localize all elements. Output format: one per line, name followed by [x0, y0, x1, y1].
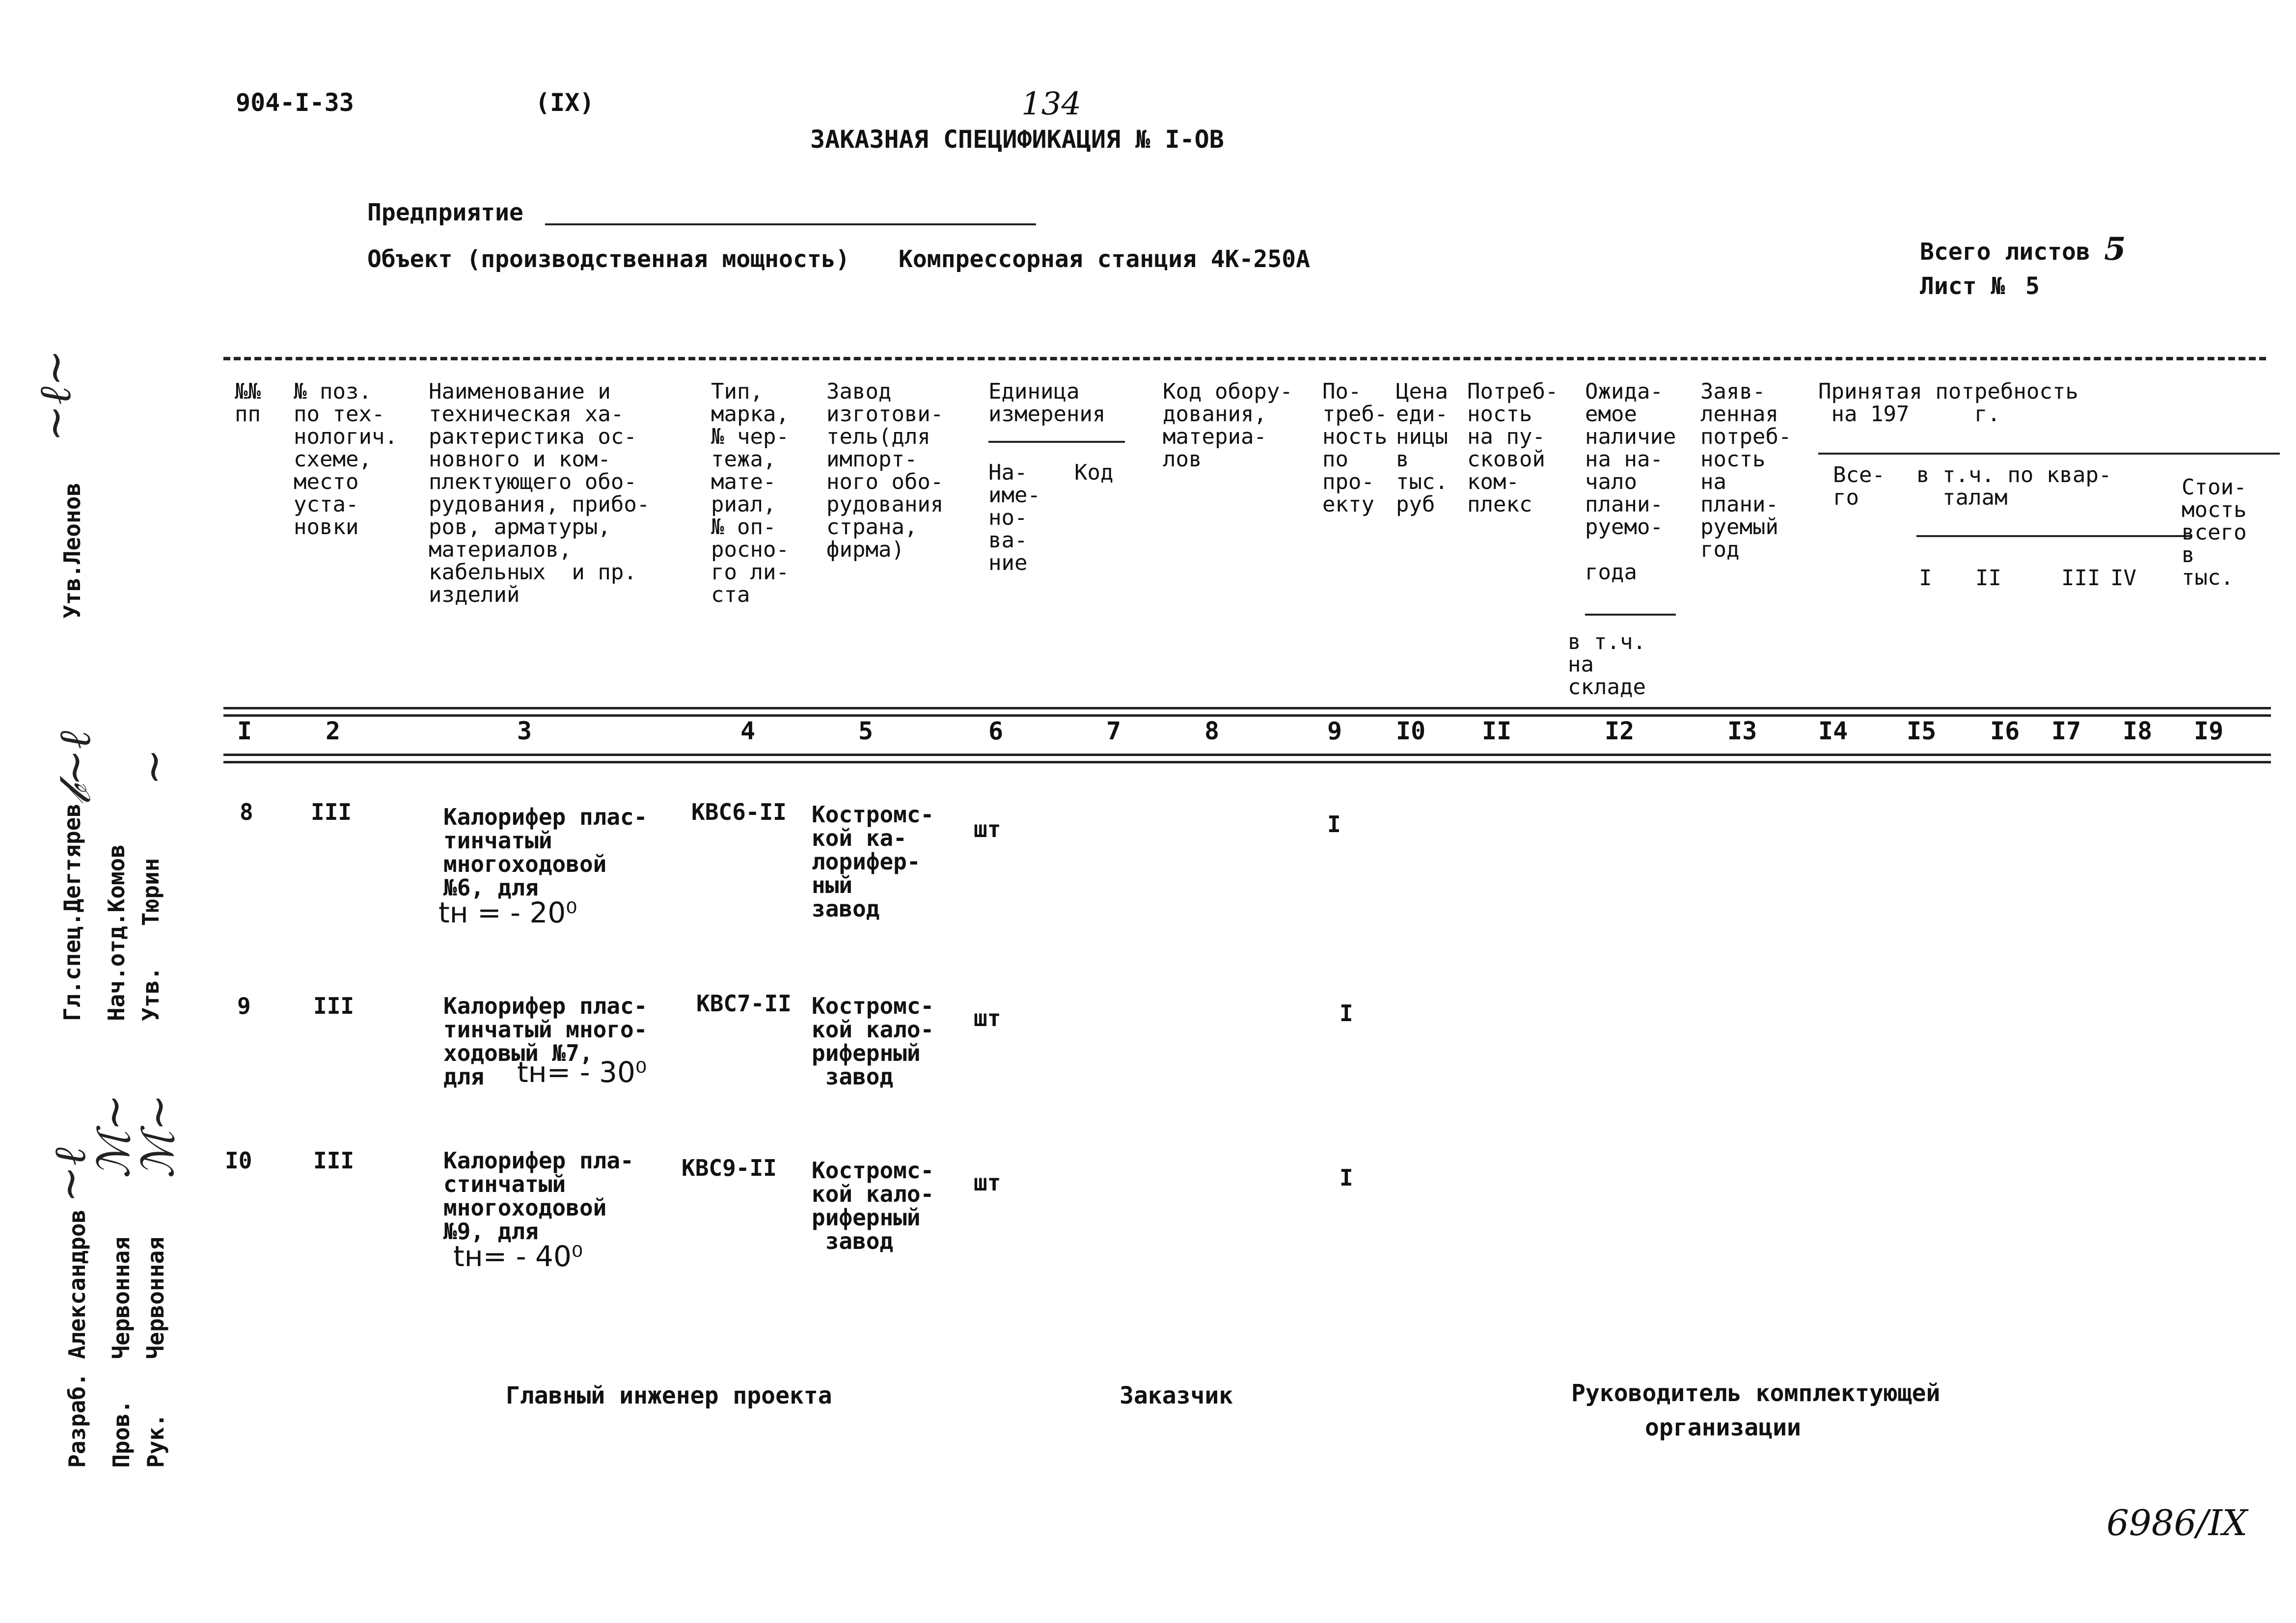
doc-section: (IX) [535, 88, 595, 117]
col-header-7: Код [1074, 460, 1114, 485]
doc-code: 904-I-33 [236, 88, 354, 117]
col-number-4: 4 [740, 717, 756, 745]
object-label: Объект (производственная мощность) [367, 245, 850, 273]
row-10-pos: III [313, 1147, 355, 1174]
footer-chief-engineer: Главный инженер проекта [506, 1382, 832, 1409]
signature-turin: ~ [128, 748, 179, 785]
signature-leonov: ~ℓ~ [29, 349, 81, 442]
col-number-5: 5 [858, 717, 874, 745]
col-header-2: № поз. по тех- нологич. схеме, место уста- новки [294, 379, 398, 540]
col-12-split-line [1585, 614, 1676, 616]
col-header-15: I [1919, 566, 1932, 591]
col-header-12: Ожида- емое наличие на на- чало плани- руемо- года [1585, 379, 1676, 585]
col-number-12: I2 [1605, 717, 1635, 745]
sheets-total: 5 [2104, 231, 2126, 268]
quarters-group-line [1916, 535, 2191, 537]
enterprise-label: Предприятие [367, 199, 523, 226]
row-9-qty: I [1339, 1000, 1353, 1027]
stamp-approved-2: Утв. Тюрин [137, 858, 164, 1021]
signature-degtyarev: 𝒷~ℓ [49, 730, 101, 805]
unit-group-line [988, 441, 1125, 443]
col-number-14: I4 [1818, 717, 1848, 745]
row-9-plant: Костромс- кой кало- риферный завод [812, 993, 934, 1090]
stamp-approved: Утв.Леонов [59, 483, 85, 619]
row-9-type: КВС7-II [696, 990, 792, 1017]
page-number: 134 [1021, 86, 1082, 122]
row-8-temp: tн = - 20⁰ [438, 896, 577, 929]
row-8-name: Калорифер плас- тинчатый многоходовой №6, для [443, 804, 648, 901]
col-number-2: 2 [326, 717, 341, 745]
col-header-6: На- име- но- ва- ние [988, 460, 1040, 575]
col-header-13: Заяв- ленная потреб- ность на плани- руемый год [1700, 379, 1792, 562]
col-header-3: Наименование и техническая ха- рактеристика ос- новного и ком- плектующего обо- рудования, прибо- ров, арматуры, материалов, кабельных и пр. изделий [429, 379, 650, 607]
accepted-group-line [1818, 453, 2280, 455]
col-number-18: I8 [2123, 717, 2153, 745]
object-value: Компрессорная станция 4К-250А [899, 245, 1311, 273]
col-number-11: II [1482, 717, 1512, 745]
col-number-3: 3 [517, 717, 532, 745]
row-10-temp: tн= - 40⁰ [453, 1240, 583, 1273]
table-top-rule [223, 357, 2266, 360]
row-8-type: КВС6-II [691, 799, 787, 825]
row-10-qty: I [1339, 1164, 1353, 1191]
col-header-18: IV [2110, 566, 2136, 591]
row-10-num: I0 [225, 1147, 252, 1174]
col-number-19: I9 [2194, 717, 2224, 745]
row-9-temp: tн= - 30⁰ [517, 1055, 647, 1089]
col-number-9: 9 [1327, 717, 1342, 745]
archive-number: 6986/IX [2106, 1502, 2248, 1543]
row-10-name: Калорифер пла- стинчатый многоходовой №9, для [443, 1147, 634, 1244]
col-numbers-top-rule [223, 707, 2271, 717]
col-header-10: Цена еди- ницы в тыс. руб [1396, 379, 1448, 517]
row-8-unit: шт [974, 816, 1001, 842]
col-header-14: Все- го [1833, 462, 1885, 510]
sheet-number: 5 [2025, 272, 2040, 300]
col-number-1: I [237, 717, 252, 745]
col-header-4: Тип, марка, № чер- тежа, мате- риал, № оп- росно- го ли- ста [711, 379, 789, 607]
enterprise-line [545, 223, 1036, 225]
col-numbers-bottom-rule [223, 754, 2271, 763]
col-header-16: II [1975, 566, 2001, 591]
stamp-chief-spec: Гл.спец.Дегтярев [59, 803, 85, 1021]
col-header-11: Потреб- ность на пу- сковой ком- плекс [1467, 379, 1558, 517]
row-9-num: 9 [237, 993, 251, 1019]
stamp-head: Рук. Червонная [142, 1237, 169, 1468]
col-number-7: 7 [1106, 717, 1121, 745]
signature-chervonnaya-2: ℳ~ [133, 1094, 184, 1178]
col-number-8: 8 [1204, 717, 1220, 745]
footer-supplier-head-1: Руководитель комплектующей [1571, 1380, 1941, 1407]
col-number-15: I5 [1907, 717, 1937, 745]
col-number-6: 6 [988, 717, 1004, 745]
col-header-19: Стои- мость всего в тыс. [2182, 475, 2247, 590]
row-8-pos: III [311, 799, 352, 825]
row-9-unit: шт [974, 1005, 1001, 1031]
col-header-8: Код обору- дования, материа- лов [1163, 379, 1293, 472]
col-number-10: I0 [1396, 717, 1426, 745]
sheet-label: Лист № [1920, 272, 2005, 300]
col-header-9: По- треб- ность по про- екту [1322, 379, 1388, 517]
col-header-17: III [2061, 566, 2101, 591]
stamp-developer: Разраб. Александров [64, 1209, 90, 1468]
col-number-13: I3 [1727, 717, 1757, 745]
row-8-qty: I [1327, 811, 1341, 838]
footer-customer: Заказчик [1120, 1382, 1233, 1409]
signature-chervonnaya-1: ℳ~ [88, 1094, 140, 1178]
col-header-unit-group: Единица измерения [988, 379, 1106, 427]
stamp-head-dept: Нач.отд.Комов [103, 844, 130, 1021]
col-header-5: Завод изготови- тель(для импорт- ного обо- рудования страна, фирма) [826, 379, 944, 562]
footer-supplier-head-2: организации [1645, 1414, 1801, 1441]
col-number-16: I6 [1990, 717, 2020, 745]
row-8-plant: Костромс- кой ка- лорифер- ный завод [812, 801, 934, 922]
row-8-num: 8 [240, 799, 253, 825]
row-10-unit: шт [974, 1169, 1001, 1196]
doc-title: ЗАКАЗНАЯ СПЕЦИФИКАЦИЯ № I-ОВ [810, 125, 1224, 154]
col-header-12b: в т.ч. на складе [1568, 629, 1646, 700]
stamp-checked: Пров. Червонная [108, 1237, 135, 1468]
signature-aleksandrov: ~ℓ [44, 1147, 96, 1203]
col-header-quarters-group: в т.ч. по квар- талам [1916, 462, 2112, 510]
col-header-1: №№ пп [235, 379, 261, 427]
col-number-17: I7 [2051, 717, 2081, 745]
row-10-plant: Костромс- кой кало- риферный завод [812, 1157, 934, 1254]
col-header-accepted-group: Принятая потребность на 197 г. [1818, 379, 2078, 427]
sheets-total-label: Всего листов [1920, 238, 2090, 266]
row-10-type: КВС9-II [682, 1155, 777, 1181]
row-9-pos: III [313, 993, 355, 1019]
row-9-name: Калорифер плас- тинчатый много- ходовый №7, для [443, 993, 648, 1090]
